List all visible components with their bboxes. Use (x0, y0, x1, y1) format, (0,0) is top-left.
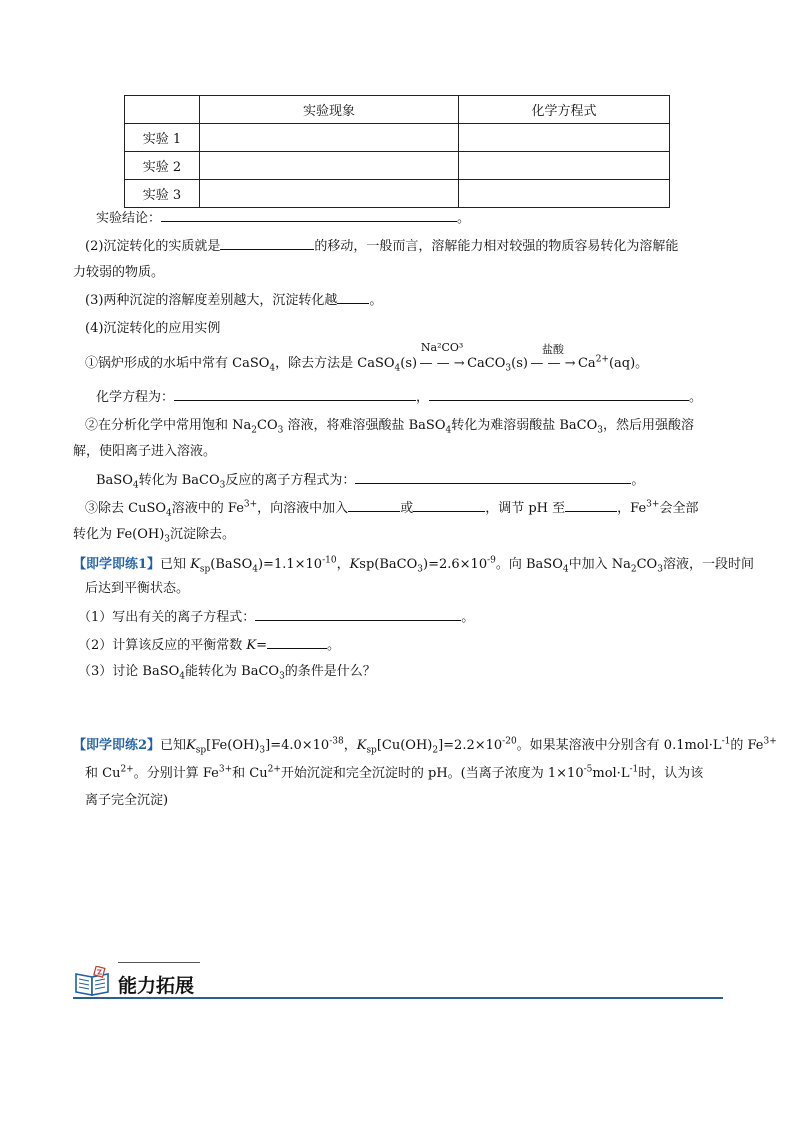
answer-blank[interactable] (161, 207, 457, 222)
table-header-cell: 化学方程式 (459, 96, 670, 124)
table-cell (459, 124, 670, 152)
paragraph-2-cont: 力较弱的物质。 (73, 265, 165, 280)
practice-2: 【即学即练2】已知$K_{sp}[Fe(OH)_3]=4.0\times 10^{-38}$，$K_{sp}[Cu(OH)_2]=2.2\times 10^{-20}$。如果某溶液中分别含有 $0.1mol\cdot L^{-1}$的 $Fe^{3+}$ (73, 736, 777, 756)
practice-1-q1: （1）写出有关的离子方程式： 。 (78, 606, 474, 625)
row-label: 实验 1 (125, 124, 200, 152)
item-2-equation: BaSO$_4$转化为 BaCO$_3$反应的离子方程式为： 。 (96, 469, 644, 488)
reaction-arrow: 盐酸 — — → (530, 343, 576, 371)
table-cell (459, 180, 670, 208)
practice-2-line-3: 离子完全沉淀) (85, 793, 169, 808)
answer-blank[interactable] (355, 469, 631, 484)
practice-2-line-2: 和 $Cu^{2+}$。分别计算 $Fe^{3+}$和 $Cu^{2+}$开始沉淀和完全沉淀时的 pH。(当离子浓度为 $1\times 10^{-5}mol\cdot L^{-1}$时，认为该 (85, 764, 704, 781)
table-cell (200, 152, 459, 180)
item-2: ②在分析化学中常用饱和 $Na_2CO_3$ 溶液，将难溶强酸盐 BaSO$_4$转化为难溶弱酸盐 BaCO$_3$，然后用强酸溶 (85, 418, 695, 436)
table-header-row (125, 96, 670, 124)
table-row (125, 124, 670, 152)
reaction-arrow: Na²CO³ — — → (419, 341, 465, 371)
paragraph-2: (2)沉淀转化的实质就是 的移动，一般而言，溶解能力相对较强的物质容易转化为溶解能 (85, 235, 678, 254)
answer-blank[interactable] (429, 386, 689, 401)
item-2-cont: 解，使阳离子进入溶液。 (73, 444, 217, 459)
practice-tag: 【即学即练2】 (73, 738, 161, 753)
item-3-cont: 转化为 $Fe(OH)_3$沉淀除去。 (73, 527, 236, 545)
section-divider (73, 997, 723, 999)
table-header-cell (125, 96, 200, 124)
practice-tag: 【即学即练1】 (73, 557, 161, 572)
answer-blank[interactable] (565, 497, 617, 512)
answer-blank[interactable] (255, 606, 461, 621)
experiment-table (124, 95, 670, 208)
practice-1-q3: （3）讨论 BaSO$_4$能转化为 BaCO$_3$的条件是什么？ (78, 664, 376, 682)
paragraph-4-title: (4)沉淀转化的应用实例 (85, 321, 221, 336)
item-1: ①锅炉形成的水垢中常有 CaSO$_4$，除去方法是 CaSO$_4$(s) Na²CO³ — — → CaCO$_3$(s) 盐酸 — — → $Ca^{2+}(aq)$。 (85, 341, 649, 374)
table-cell (459, 152, 670, 180)
item-1-equation: 化学方程为： ， 。 (96, 386, 702, 405)
answer-blank[interactable] (220, 235, 314, 250)
item-3: ③除去 CuSO$_4$溶液中的 $Fe^{3+}$，向溶液中加入 或 ，调节 pH 至 ，$Fe^{3+}$会全部 (85, 497, 698, 516)
answer-blank[interactable] (348, 497, 400, 512)
answer-blank[interactable] (337, 289, 369, 304)
practice-1-q2: （2）计算该反应的平衡常数 K= 。 (78, 634, 340, 653)
table-row (125, 180, 670, 208)
answer-blank[interactable] (267, 634, 327, 649)
book-icon (73, 966, 113, 998)
row-label: 实验 2 (125, 152, 200, 180)
section-title: 能力拓展 (118, 975, 195, 997)
row-label: 实验 3 (125, 180, 200, 208)
practice-1-cont: 后达到平衡状态。 (85, 581, 190, 596)
practice-1: 【即学即练1】已知 $K_{sp}(BaSO_4)=1.1\times 10^{-10}$，$Ksp(BaCO_3)=2.6\times 10^{-9}$。向 BaSO$_4$中加入 $Na_2CO_3$溶液，一段时间 (73, 555, 754, 575)
section-top-rule (118, 962, 200, 963)
answer-blank[interactable] (413, 497, 485, 512)
table-header-cell: 实验现象 (200, 96, 459, 124)
conclusion-line: 实验结论： 。 (96, 207, 470, 226)
paragraph-3: (3)两种沉淀的溶解度差别越大，沉淀转化越 。 (85, 289, 382, 308)
table-row (125, 152, 670, 180)
table-cell (200, 180, 459, 208)
answer-blank[interactable] (174, 386, 416, 401)
table-cell (200, 124, 459, 152)
